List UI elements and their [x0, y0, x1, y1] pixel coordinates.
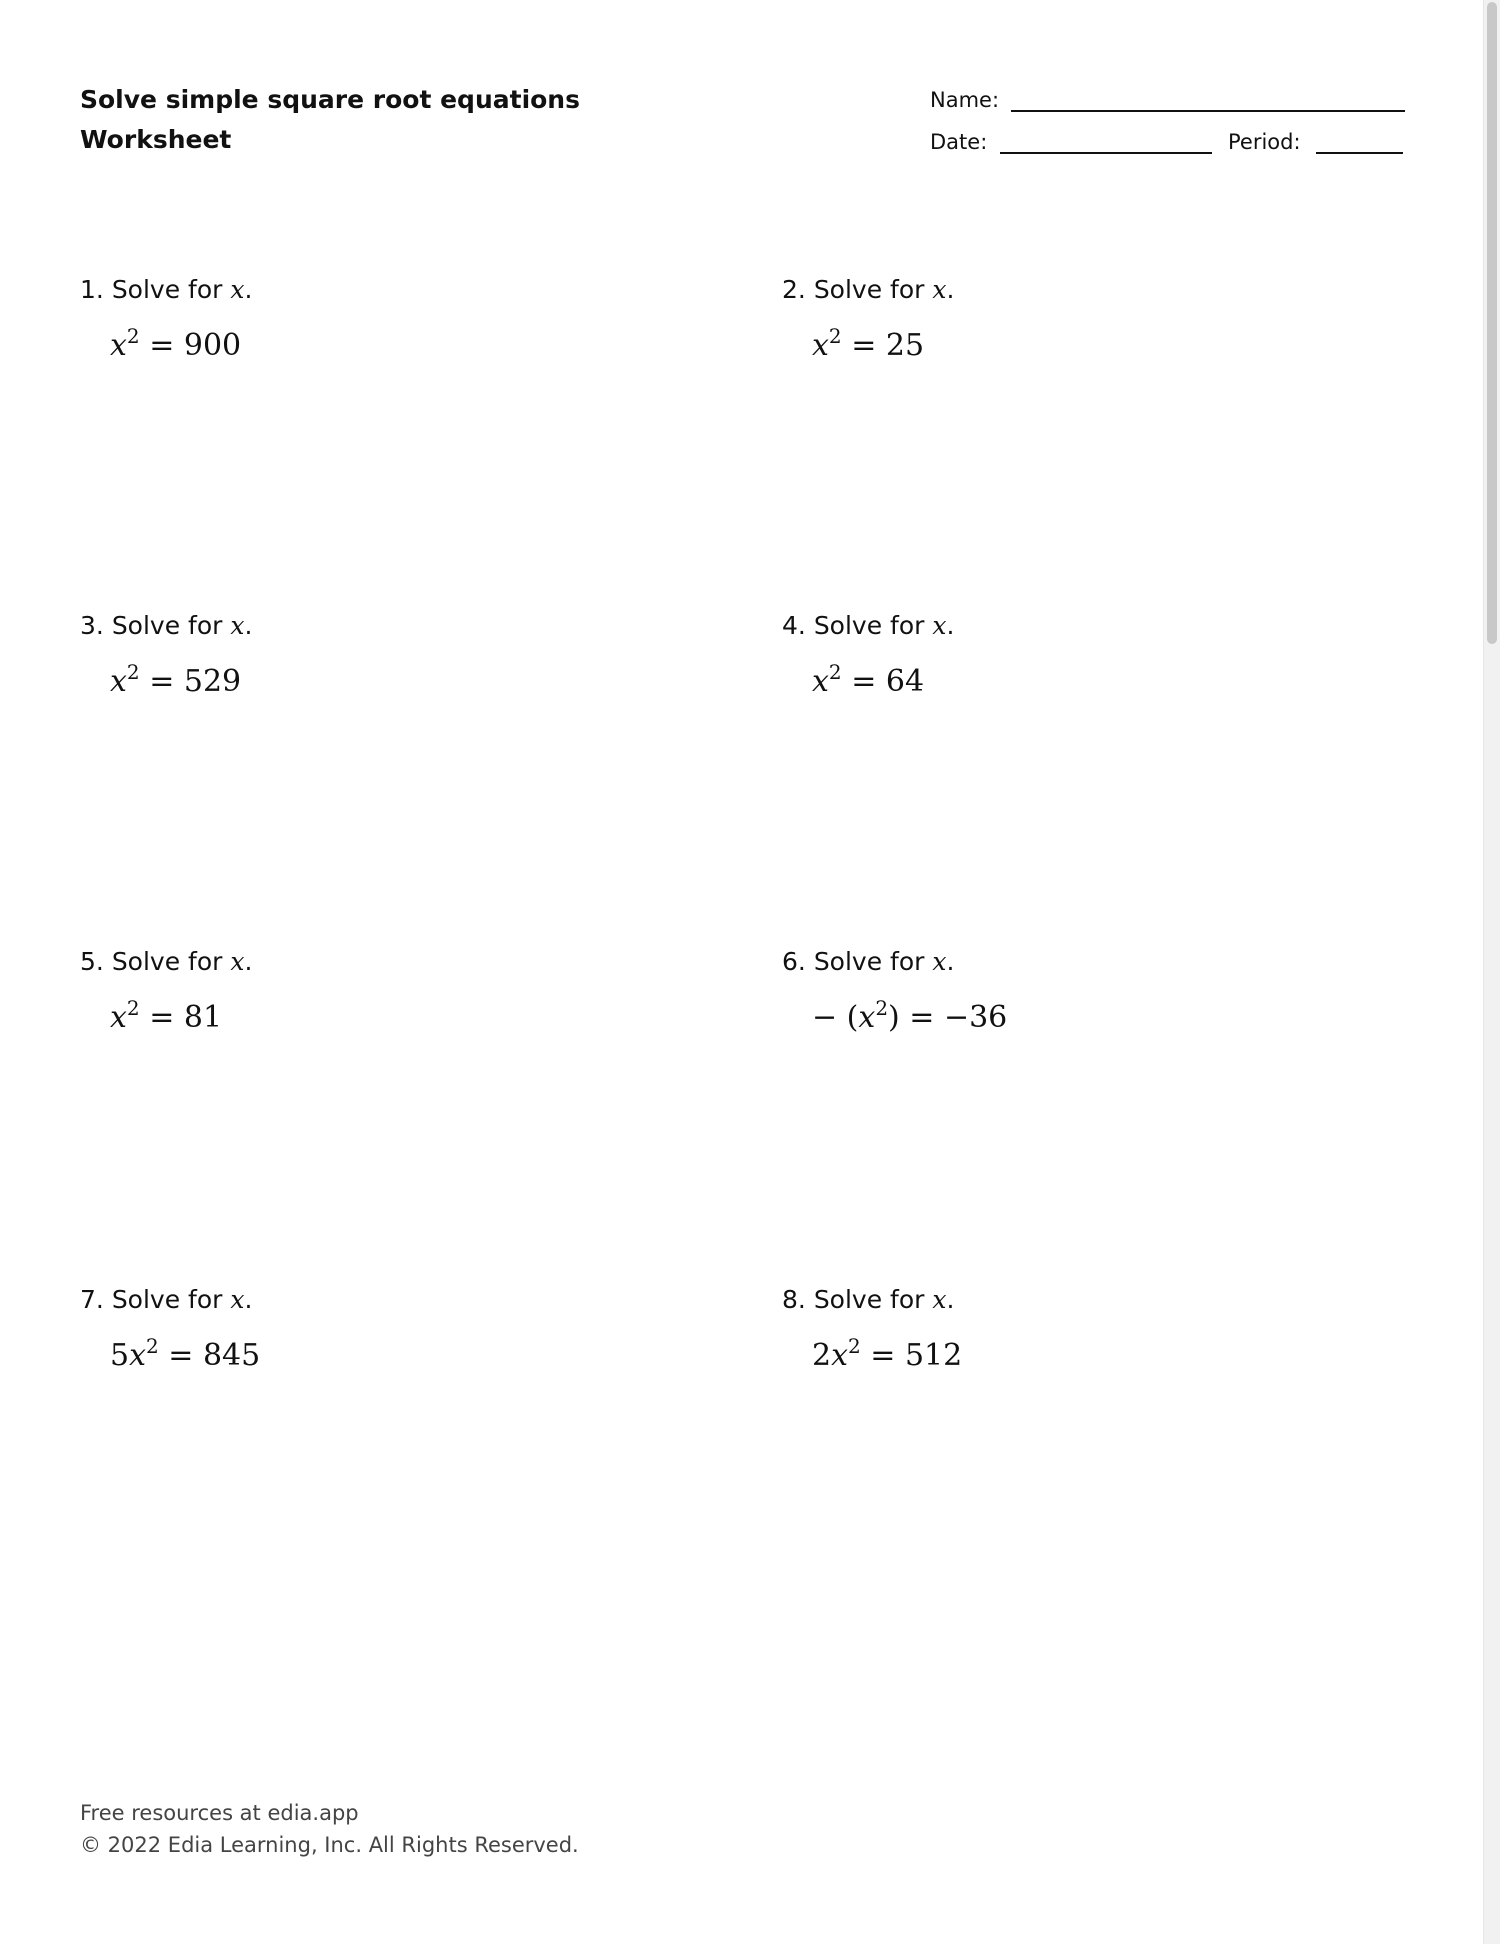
equation-rhs: = 64: [841, 664, 925, 699]
problem-variable: x: [230, 611, 245, 640]
equation-rhs: = 512: [860, 1338, 963, 1373]
name-line[interactable]: [1011, 110, 1405, 112]
problem-8: [782, 1284, 1342, 1374]
equation-exp: 2: [126, 324, 140, 348]
date-line[interactable]: [1000, 152, 1212, 154]
problem-prompt: [782, 610, 1342, 642]
equation-rhs: = 845: [158, 1338, 261, 1373]
problem-prompt: [80, 274, 640, 306]
equation-var: x: [812, 328, 829, 363]
equation-exp: 2: [146, 1334, 159, 1358]
problem-instruction: Solve for: [813, 947, 925, 976]
equation-rhs: = 25: [841, 328, 925, 363]
problem-equation: [812, 660, 1342, 700]
problem-instruction: Solve for: [111, 275, 223, 304]
problem-equation: [812, 1334, 1342, 1374]
equation-var: x: [858, 1000, 876, 1035]
problem-prompt: [782, 1284, 1342, 1316]
problem-number: 3.: [80, 611, 104, 640]
problem-number: 1.: [80, 275, 104, 304]
problem-number: 4.: [782, 611, 806, 640]
problem-2: [782, 274, 1342, 364]
problem-variable: x: [932, 275, 947, 304]
problem-5: [80, 946, 640, 1036]
footer: [80, 1797, 579, 1861]
problem-prompt: [782, 946, 1342, 978]
equation-var: x: [831, 1338, 849, 1373]
problem-instruction: Solve for: [111, 947, 223, 976]
problem-punct: .: [244, 1285, 253, 1314]
problem-equation: [812, 324, 1342, 364]
problem-equation: [110, 1334, 640, 1374]
name-label: Name:: [930, 88, 1000, 112]
problem-punct: .: [244, 275, 253, 304]
date-label: Date:: [930, 130, 988, 154]
problem-variable: x: [932, 611, 947, 640]
problem-4: [782, 610, 1342, 700]
equation-exp: 2: [126, 660, 140, 684]
problem-punct: .: [244, 611, 253, 640]
equation-exp: 2: [875, 996, 889, 1020]
equation-coef: 5: [110, 1338, 130, 1373]
problem-punct: .: [946, 947, 955, 976]
problem-punct: .: [244, 947, 253, 976]
vertical-scrollbar[interactable]: [1483, 0, 1500, 1944]
equation-exp: 2: [848, 1334, 861, 1358]
problem-variable: x: [932, 947, 947, 976]
title-line-2: Worksheet: [80, 125, 232, 154]
problem-equation: [110, 324, 640, 364]
problem-instruction: Solve for: [813, 611, 925, 640]
problem-number: 7.: [80, 1285, 104, 1314]
equation-var: x: [110, 1000, 127, 1035]
problem-6: [782, 946, 1342, 1036]
problem-number: 5.: [80, 947, 104, 976]
equation-var: x: [129, 1338, 147, 1373]
problem-number: 6.: [782, 947, 806, 976]
worksheet-title: [80, 80, 580, 160]
problem-punct: .: [946, 1285, 955, 1314]
problem-equation: [812, 996, 1342, 1036]
problem-prompt: [80, 1284, 640, 1316]
problem-instruction: Solve for: [813, 275, 925, 304]
problem-variable: x: [230, 275, 245, 304]
equation-var: x: [110, 664, 127, 699]
problem-1: [80, 274, 640, 364]
equation-exp: 2: [828, 324, 842, 348]
equation-coef: − (: [812, 1000, 859, 1035]
footer-copyright: © 2022 Edia Learning, Inc. All Rights Reserved.: [80, 1833, 579, 1857]
problem-number: 2.: [782, 275, 806, 304]
problem-equation: [110, 996, 640, 1036]
period-label: Period:: [1228, 130, 1301, 154]
problem-punct: .: [946, 275, 955, 304]
problem-prompt: [80, 946, 640, 978]
problem-instruction: Solve for: [813, 1285, 925, 1314]
date-period-row: [930, 130, 1405, 172]
equation-coef: 2: [812, 1338, 832, 1373]
title-line-1: Solve simple square root equations: [80, 85, 580, 114]
problem-variable: x: [230, 947, 245, 976]
period-line[interactable]: [1316, 152, 1403, 154]
problem-variable: x: [230, 1285, 245, 1314]
scrollbar-thumb[interactable]: [1487, 2, 1497, 644]
equation-exp: 2: [828, 660, 842, 684]
equation-rhs: = 81: [139, 1000, 223, 1035]
problem-3: [80, 610, 640, 700]
student-info-block: [930, 88, 1405, 172]
equation-var: x: [812, 664, 829, 699]
footer-resources: Free resources at edia.app: [80, 1801, 359, 1825]
equation-exp: 2: [126, 996, 140, 1020]
problem-variable: x: [932, 1285, 947, 1314]
equation-rhs: ) = −36: [888, 1000, 1008, 1035]
problem-instruction: Solve for: [111, 611, 223, 640]
equation-var: x: [110, 328, 127, 363]
problem-prompt: [80, 610, 640, 642]
name-row: [930, 88, 1405, 130]
equation-rhs: = 529: [139, 664, 242, 699]
problem-prompt: [782, 274, 1342, 306]
problem-7: [80, 1284, 640, 1374]
problem-equation: [110, 660, 640, 700]
problem-instruction: Solve for: [111, 1285, 223, 1314]
problem-number: 8.: [782, 1285, 806, 1314]
problem-punct: .: [946, 611, 955, 640]
equation-rhs: = 900: [139, 328, 242, 363]
